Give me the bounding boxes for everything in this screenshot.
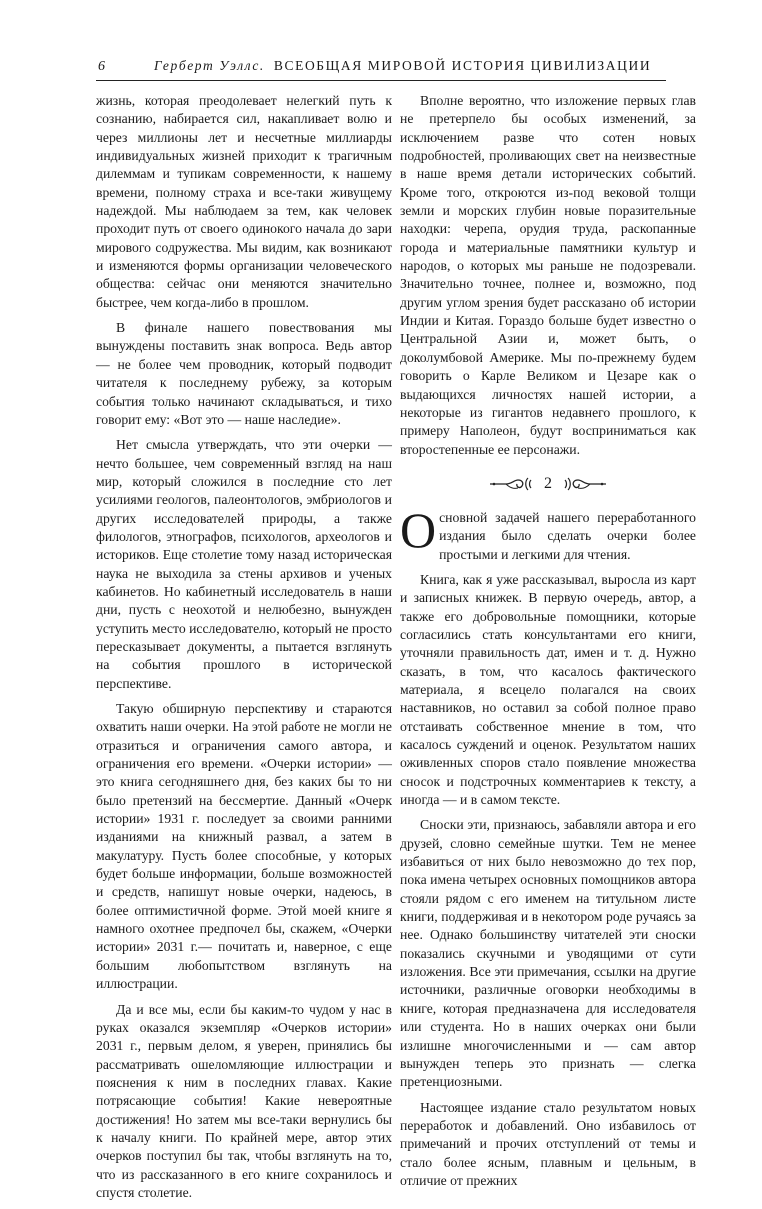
section-divider	[400, 469, 696, 499]
running-title-book: ВСЕОБЩАЯ МИРОВОЙ ИСТОРИЯ ЦИВИЛИЗАЦИИ	[273, 58, 652, 73]
paragraph: В финале нашего повествования мы вынуждены поставить знак вопроса. Ведь автор — не более чем проводник, который подводит читателя к последнему рубежу, за которым события только начинают складываться, и тихо говорит ему: «Вот это — наше наследие».	[96, 320, 392, 427]
ornament-right-icon	[562, 475, 608, 493]
running-title-author: Герберт Уэллс.	[154, 58, 265, 73]
drop-cap: О	[400, 501, 437, 558]
paragraph: Сноски эти, признаюсь, забавляли автора и его друзей, словно семейные шутки. Тем не менее избавиться от них было невозможно до тех пор, пока имена четырех основных помощников автора стояли рядом с его именем на титульном листе книги, поддерживая и в некотором роде ручаясь за нее. Однако большинству читателей эти сноски показались скучными и уводящими от сути изложения. Все эти примечания, ссылки на другие источники, различные оговорки необходимы в книге, которая предназначена для исследователя или студента. Но в наших очерках они были излишне многочисленными и — сам автор вынужден теперь это признать — слегка претенциозными.	[400, 817, 696, 1090]
ornament-left-icon	[488, 475, 534, 493]
running-header	[96, 58, 666, 81]
paragraph: Вполне вероятно, что изложение первых глав не претерпело бы особых изменений, за исключением разве что сотен новых подробностей, проливающих свет на неизвестные в наше время детали исторических событий. Кроме того, откроются из-под вековой толщи земли и морских глубин новые поразительные находки: черепа, орудия труда, раскопанные города и материальные памятники культур и народов, о которых мы раньше не подозревали. Значительно точнее, полнее и, возможно, под другим углом зрения будет рассказано об истории Индии и Китая. Гораздо больше будет известно о Центральной Азии и, может быть, о доколумбовой Америке. Мы по-прежнему будем говорить о Карле Великом и Цезаре как о выдающихся личностях нашей истории, а некоторые из гигантов недавнего прошлого, к примеру Наполеон, будут восприниматься как второстепенные ее персонажи.	[400, 93, 696, 457]
right-column	[400, 92, 696, 1197]
paragraph: Нет смысла утверждать, что эти очерки — нечто большее, чем современный взгляд на наш мир, который сложился в последние сто лет усилиями геологов, палеонтологов, эмбриологов и других исследователей природы, а также филологов, этнографов, психологов, археологов и историков. Еще столетие тому назад историческая наука не выходила за стены архивов и ученых кабинетов. Но кабинетный исследователь в наши дни, пусть с неохотой и нелюбезно, вынужден уступить место исследователю, который не просто пересказывает документы, а пытается взглянуть на события прошлого в исторической перспективе.	[96, 437, 392, 691]
drop-cap-continuation: сновной задачей нашего переработанного издания было сделать очерки более простыми и легкими для чтения.	[439, 509, 696, 562]
page-number: 6	[98, 59, 105, 74]
paragraph: Такую обширную перспективу и стараются охватить наши очерки. На этой работе не могли не отразиться и ограничения самого автора, и ограничения его времени. «Очерки истории» — это книга сегодняшнего дня, без каких бы то ни было претензий на бессмертие. Данный «Очерк истории» 1931 г. последует за своими ранними изданиями на книжный развал, а затем в макулатуру. Пусть более способные, у которых будет больше информации, больше возможностей и средств, напишут новые очерки, надеюсь, в более оптимистичной форме. Этой моей книге я намного охотнее предпочел бы, скажем, «Очерки истории» 2031 г.— почитать и, наверное, с еще большим любопытством взглянуть на иллюстрации.	[96, 701, 392, 992]
section-number: 2	[544, 474, 552, 492]
paragraph: Да и все мы, если бы каким-то чудом у нас в руках оказался экземпляр «Очерков истории» 2031 г., первым делом, я уверен, принялись бы рассматривать ошеломляющие иллюстрации и пояснения к ним в последних главах. Какие потрясающие события! Какие невероятные достижения! Но затем мы все-таки вернулись бы к началу книги. По крайней мере, автор этих очерков поступил бы так, чтобы взглянуть на то, что из рассказанного в его книге сохранилось и спустя столетие.	[96, 1001, 392, 1200]
section-opening-paragraph	[400, 501, 696, 564]
left-column	[96, 92, 392, 1209]
paragraph: Книга, как я уже рассказывал, выросла из карт и записных книжек. В первую очередь, автор, а также его добровольные помощники, которые согласились стать консультантами его книги, уточняли правильность дат, имен и т. д. Нужно сказать, в том, что касалось фактического материала, я всецело полагался на своих наставников, но оставил за собой полное право отстаивать собственное мнение в том, что касалось суждений и оценок. Результатом наших оживленных споров стало появление множества сносок и подстрочных комментариев к тексту, а иногда — и в самом тексте.	[400, 571, 696, 808]
paragraph: жизнь, которая преодолевает нелегкий путь к сознанию, набирается сил, накапливает волю и через миллионы лет и несчетные миллиарды индивидуальных жизней приходит к трагичным дилеммам и тупикам современности, к нашему времени, полному страха и все-таки живущему надеждой. Мы наблюдаем за тем, как человек проходит путь от своего одинокого начала до зари мирового содружества. Мы видим, как возникают и изменяются формы организации человеческого общества: сейчас они меняются значительно быстрее, чем когда-либо в прошлом.	[96, 93, 392, 310]
paragraph: Настоящее издание стало результатом новых переработок и добавлений. Оно избавилось от примечаний и прочих отступлений от темы и стало более ясным, плавным и цельным, в отличие от прежних	[400, 1099, 696, 1188]
running-title	[154, 58, 651, 74]
